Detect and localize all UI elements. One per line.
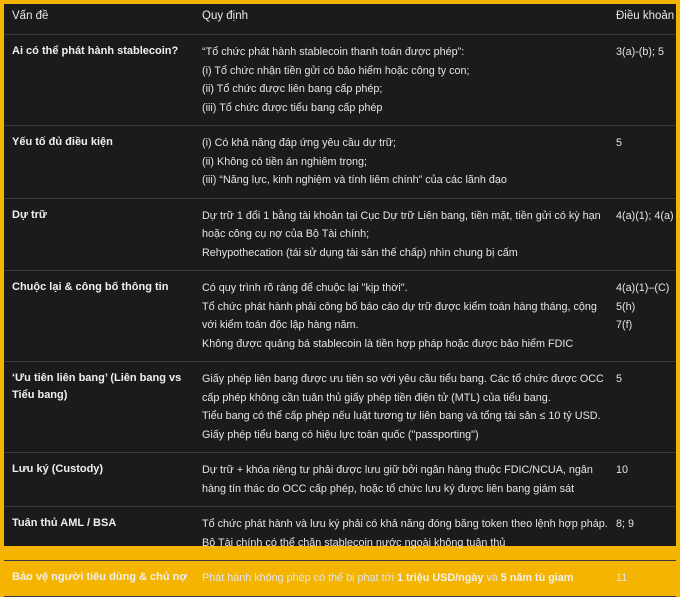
rule-line: Tiểu bang có thể cấp phép nếu luật tương tự liên bang và tổng tài sản ≤ 10 tỷ USD. (202, 410, 601, 422)
rule-cell (194, 126, 608, 199)
rule-line: (iii) Tổ chức được tiểu bang cấp phép (202, 101, 383, 114)
rule-line: Có quy trình rõ ràng để chuộc lại "kịp thời". (202, 282, 408, 294)
table-row (4, 453, 676, 507)
table-row (4, 35, 676, 126)
ref-line: 10 (616, 464, 629, 476)
ref-line: 5 (616, 373, 623, 385)
ref-cell (608, 271, 676, 362)
prison-term: 5 năm tù giam (500, 572, 574, 584)
rule-line: Không được quảng bá stablecoin là tiền hợp pháp hoặc được bảo hiểm FDIC (202, 337, 574, 350)
table-row (4, 561, 676, 597)
rule-line: (ii) Không có tiền án nghiêm trọng; (202, 155, 368, 168)
rule-line: Bộ Tài chính có thể chặn stablecoin nước ngoài không tuân thủ (202, 536, 506, 549)
issue-cell (4, 362, 194, 453)
rule-cell (194, 453, 608, 507)
rule-line: (i) Tổ chức nhận tiền gửi có bảo hiểm hoặc công ty con; (202, 64, 470, 77)
issue-cell: Bảo vệ người tiêu dùng & chủ nợ (4, 561, 194, 597)
rule-cell (194, 561, 608, 597)
issue-cell: Ai có thể phát hành stablecoin? (4, 35, 194, 126)
rule-line (202, 569, 602, 588)
issue-cell: Dự trữ (4, 198, 194, 271)
ref-line: 8; 9 (616, 518, 635, 530)
ref-line: 11 (616, 572, 628, 584)
rule-line: Dự trữ + khóa riêng tư phải được lưu giữ bởi ngân hàng thuộc FDIC/NCUA, ngân (202, 464, 593, 476)
rule-line: hàng tín thác do OCC cấp phép, hoặc tổ chức lưu ký được liên bang giám sát (202, 482, 575, 495)
ref-cell (608, 35, 676, 126)
rule-line: (iii) “Năng lực, kinh nghiệm và tính liêm chính” của các lãnh đạo (202, 174, 507, 186)
rule-line: cấp phép không cần tuân thủ giấy phép tiền điện tử (MTL) của tiểu bang. (202, 391, 551, 404)
table-row (4, 198, 676, 271)
rule-cell (194, 35, 608, 126)
rule-line: Dự trữ 1 đổi 1 bằng tài khoản tại Cục Dự trữ Liên bang, tiền mặt, tiền gửi có kỳ hạn (202, 209, 601, 222)
ref-line: 7(f) (616, 319, 633, 331)
rule-line: Rehypothecation (tái sử dụng tài sản thế chấp) nhìn chung bị cấm (202, 246, 518, 259)
regulation-table-card (4, 4, 676, 584)
rule-line: Giấy phép tiểu bang có hiệu lực toàn quốc ("passporting") (202, 428, 479, 441)
rule-line: Tổ chức phát hành phải công bố báo cáo dự trữ được kiểm toán hàng tháng, cộng (202, 300, 597, 313)
rule-line: Giấy phép liên bang được ưu tiên so với yêu cầu tiểu bang. Các tổ chức được OCC (202, 373, 604, 385)
table-row (4, 126, 676, 199)
header-rule: Quy định (194, 4, 608, 35)
rule-cell (194, 362, 608, 453)
ref-line: 4(a)(1)–(C) (616, 282, 670, 294)
issue-cell: Lưu ký (Custody) (4, 453, 194, 507)
rule-cell (194, 507, 608, 561)
header-issue: Vấn đề (4, 4, 194, 35)
regulation-table (4, 4, 676, 597)
rule-line: “Tổ chức phát hành stablecoin thanh toán được phép”: (202, 46, 465, 58)
rule-line: (ii) Tổ chức được liên bang cấp phép; (202, 83, 383, 95)
ref-cell (608, 126, 676, 199)
ref-cell (608, 561, 676, 597)
ref-cell (608, 198, 676, 271)
rule-line: Tổ chức phát hành và lưu ký phải có khả năng đóng băng token theo lệnh hợp pháp. (202, 518, 608, 530)
rule-text: Phát hành không phép có thể bị phạt tới (202, 572, 397, 584)
rule-text: và (483, 572, 501, 584)
ref-cell (608, 453, 676, 507)
ref-cell (608, 507, 676, 561)
rule-cell (194, 271, 608, 362)
ref-cell (608, 362, 676, 453)
rule-cell (194, 198, 608, 271)
issue-cell: Yếu tố đủ điều kiện (4, 126, 194, 199)
ref-line: 3(a)-(b); 5 (616, 46, 664, 58)
rule-line: (i) Có khả năng đáp ứng yêu cầu dự trữ; (202, 137, 396, 149)
header-ref: Điều khoản (608, 4, 676, 35)
issue-cell: Tuân thủ AML / BSA (4, 507, 194, 561)
ref-line: 4(a)(1); 4(a) (616, 209, 674, 222)
ref-line: 5(h) (616, 300, 636, 313)
rule-line: hoặc công cụ nợ của Bộ Tài chính; (202, 228, 370, 240)
issue-line: Tiểu bang) (12, 389, 68, 401)
table-row (4, 507, 676, 561)
issue-cell: Chuộc lại & công bố thông tin (4, 271, 194, 362)
fine-amount: 1 triệu USD/ngày (396, 572, 484, 584)
ref-line: 5 (616, 137, 623, 149)
table-header-row (4, 4, 676, 35)
rule-line: với kiểm toán độc lập hàng năm. (202, 319, 359, 331)
issue-line: ‘Ưu tiên liên bang’ (Liên bang vs (12, 372, 182, 384)
table-row (4, 362, 676, 453)
table-row (4, 271, 676, 362)
